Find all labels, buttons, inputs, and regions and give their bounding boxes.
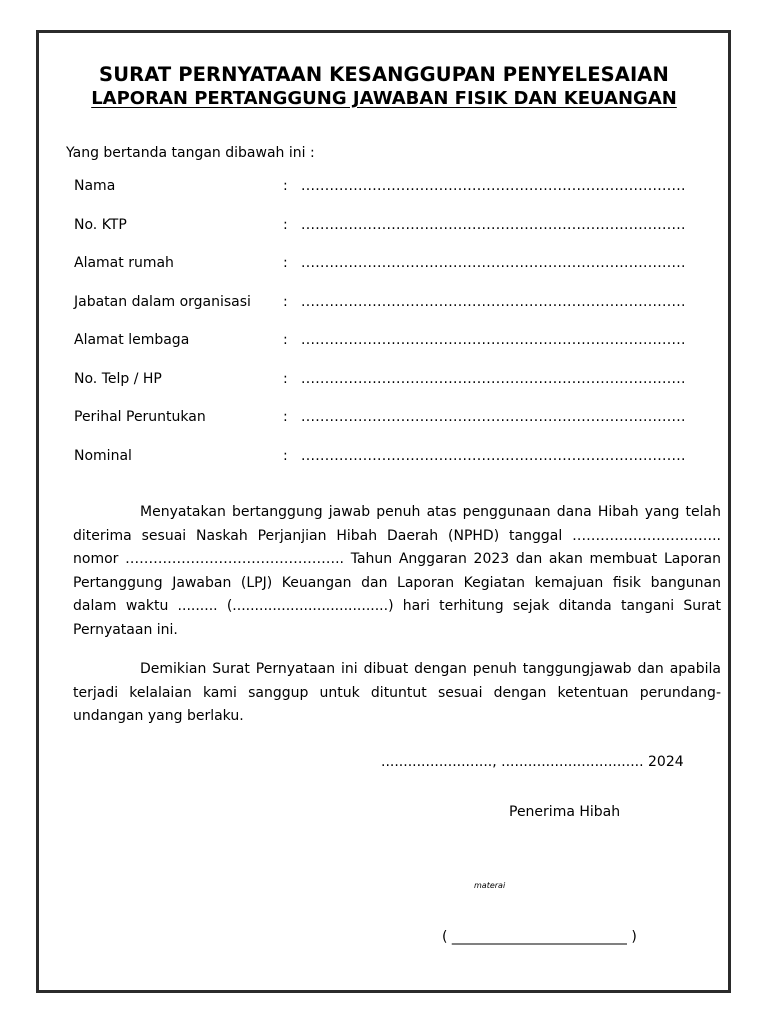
field-colon: : [283,217,288,233]
intro-text: Yang bertanda tangan dibawah ini : [66,145,315,161]
field-label: No. KTP [74,217,127,233]
closing-paragraph: Demikian Surat Pernyataan ini dibuat dengan penuh tanggungjawab dan apabila terjadi kelalaian kami sanggup untuk dituntut sesuai dengan ketentuan perundang-undangan yang berlaku. [73,661,721,724]
field-label: Nominal [74,448,132,464]
field-blank: ................................................................................. [301,371,686,387]
title-line-1: SURAT PERNYATAAN KESANGGUPAN PENYELESAIAN [99,63,669,86]
field-row-ktp [0,217,768,239]
field-row-alamat-lembaga [0,332,768,354]
field-row-nama [0,178,768,200]
field-row-perihal [0,409,768,431]
field-blank: ................................................................................. [301,217,686,233]
field-label: No. Telp / HP [74,371,162,387]
stamp-label: materai [474,881,506,890]
field-blank: ................................................................................. [301,332,686,348]
field-colon: : [283,178,288,194]
field-blank: ................................................................................. [301,448,686,464]
signature-name-line: ( _________________________ ) [442,929,637,945]
field-row-jabatan [0,294,768,316]
field-colon: : [283,371,288,387]
field-blank: ................................................................................. [301,294,686,310]
statement-paragraph: Menyatakan bertanggung jawab penuh atas penggunaan dana Hibah yang telah diterima sesuai Naskah Perjanjian Hibah Daerah (NPHD) tanggal ………………………….. nomor ……………………………………….. Tahun Anggaran 2023 dan akan membuat Laporan Pertanggung Jawaban (LPJ) Keuangan dan Laporan Kegiatan kemajuan fisik bangunan dalam waktu ......... (...................................) hari terhitung sejak ditanda tangani Surat Pernyataan ini. [73,504,721,638]
field-colon: : [283,294,288,310]
field-label: Alamat rumah [74,255,174,271]
signer-role: Penerima Hibah [509,804,621,820]
field-label: Nama [74,178,116,194]
place-date-line: ........................., ................................ 2024 [381,754,684,770]
field-blank: ................................................................................. [301,255,686,271]
field-row-telp [0,371,768,393]
field-blank: ................................................................................. [301,178,686,194]
title-line-2: LAPORAN PERTANGGUNG JAWABAN FISIK DAN KEUANGAN [91,88,677,109]
field-colon: : [283,409,288,425]
field-blank: ................................................................................. [301,409,686,425]
field-row-alamat-rumah [0,255,768,277]
field-colon: : [283,448,288,464]
field-colon: : [283,255,288,271]
field-label: Jabatan dalam organisasi [74,294,251,310]
field-row-nominal [0,448,768,470]
field-label: Perihal Peruntukan [74,409,206,425]
field-label: Alamat lembaga [74,332,190,348]
field-colon: : [283,332,288,348]
